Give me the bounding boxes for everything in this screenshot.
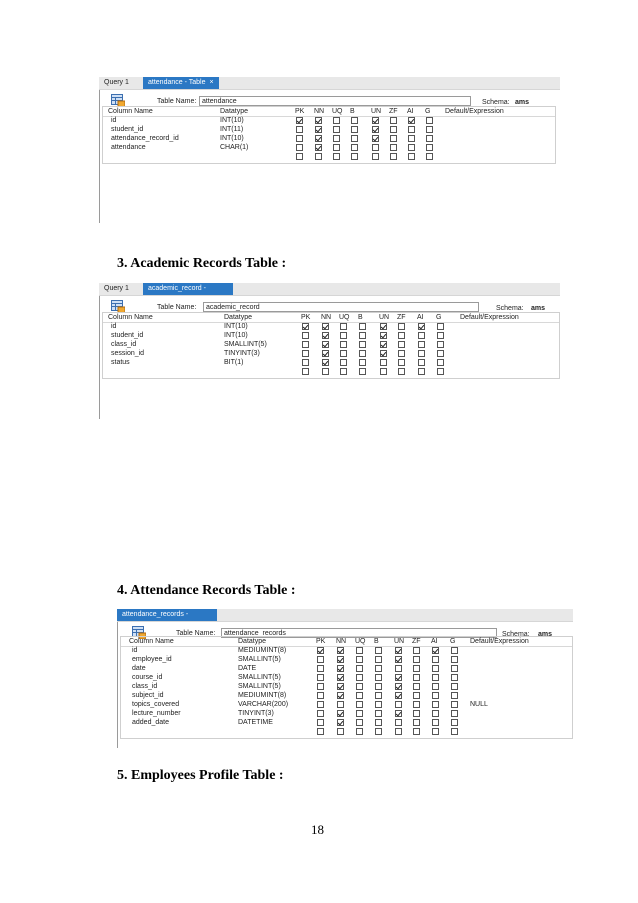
zf-checkbox[interactable] — [390, 135, 397, 142]
zf-checkbox[interactable] — [390, 153, 397, 160]
column-header: NN — [314, 108, 325, 115]
g-checkbox[interactable] — [451, 719, 458, 726]
b-checkbox[interactable] — [359, 359, 366, 366]
table-row — [121, 718, 572, 727]
uq-checkbox[interactable] — [333, 153, 340, 160]
uq-checkbox[interactable] — [340, 332, 347, 339]
pk-checkbox[interactable] — [317, 728, 324, 735]
un-checkbox[interactable] — [395, 674, 402, 681]
nn-checkbox[interactable] — [337, 719, 344, 726]
heading-employees-profile: 5. Employees Profile Table : — [117, 768, 284, 783]
g-checkbox[interactable] — [426, 126, 433, 133]
datatype-cell[interactable]: INT(10) — [224, 323, 248, 330]
uq-checkbox[interactable] — [356, 656, 363, 663]
column-header: ZF — [389, 108, 398, 115]
tab-bar — [99, 283, 560, 296]
column-header: AI — [407, 108, 414, 115]
datatype-cell[interactable]: INT(10) — [220, 135, 244, 142]
table-row — [103, 331, 559, 340]
pk-checkbox[interactable] — [317, 665, 324, 672]
column-header: ZF — [397, 314, 406, 321]
un-checkbox[interactable] — [372, 153, 379, 160]
column-header: PK — [295, 108, 305, 115]
zf-checkbox[interactable] — [413, 710, 420, 717]
pk-checkbox[interactable] — [302, 368, 309, 375]
un-checkbox[interactable] — [380, 323, 387, 330]
column-header: Datatype — [224, 314, 253, 321]
table-row — [103, 125, 555, 134]
ai-checkbox[interactable] — [432, 647, 439, 654]
uq-checkbox[interactable] — [356, 719, 363, 726]
zf-checkbox[interactable] — [413, 647, 420, 654]
table-row — [103, 340, 559, 349]
nn-checkbox[interactable] — [337, 647, 344, 654]
column-name-cell[interactable]: id — [111, 323, 117, 330]
uq-checkbox[interactable] — [340, 359, 347, 366]
uq-checkbox[interactable] — [356, 647, 363, 654]
un-checkbox[interactable] — [395, 701, 402, 708]
un-checkbox[interactable] — [380, 350, 387, 357]
column-header: UQ — [332, 108, 343, 115]
datatype-cell[interactable]: INT(10) — [220, 117, 244, 124]
g-checkbox[interactable] — [451, 728, 458, 735]
g-checkbox[interactable] — [451, 656, 458, 663]
table-row — [121, 727, 572, 736]
column-header: NN — [336, 638, 347, 645]
tab-active-table[interactable] — [117, 609, 217, 621]
datatype-cell[interactable]: CHAR(1) — [220, 144, 249, 151]
column-header: UN — [371, 108, 382, 115]
uq-checkbox[interactable] — [356, 728, 363, 735]
column-name-cell[interactable]: session_id — [111, 350, 145, 357]
g-checkbox[interactable] — [426, 135, 433, 142]
uq-checkbox[interactable] — [340, 350, 347, 357]
page-number: 18 — [311, 822, 324, 837]
ai-checkbox[interactable] — [418, 323, 425, 330]
g-checkbox[interactable] — [451, 665, 458, 672]
ai-checkbox[interactable] — [432, 692, 439, 699]
zf-checkbox[interactable] — [413, 656, 420, 663]
datatype-cell[interactable]: MEDIUMINT(8) — [238, 692, 287, 699]
column-header: UQ — [355, 638, 366, 645]
editor-body — [117, 622, 573, 748]
editor-body — [99, 90, 560, 223]
ai-checkbox[interactable] — [432, 701, 439, 708]
nn-checkbox[interactable] — [315, 126, 322, 133]
pk-checkbox[interactable] — [302, 341, 309, 348]
b-checkbox[interactable] — [375, 701, 382, 708]
g-checkbox[interactable] — [451, 674, 458, 681]
columns-grid — [102, 312, 560, 379]
table-row — [121, 655, 572, 664]
b-checkbox[interactable] — [375, 647, 382, 654]
uq-checkbox[interactable] — [340, 323, 347, 330]
datatype-cell[interactable]: TINYINT(3) — [224, 350, 260, 357]
g-checkbox[interactable] — [437, 368, 444, 375]
column-name-cell[interactable]: student_id — [111, 126, 144, 133]
heading-attendance-records: 4. Attendance Records Table : — [117, 583, 296, 598]
schema-value: ams — [538, 631, 553, 638]
b-checkbox[interactable] — [375, 656, 382, 663]
table-name-input[interactable]: attendance — [199, 96, 471, 106]
nn-checkbox[interactable] — [315, 153, 322, 160]
datatype-cell[interactable]: VARCHAR(200) — [238, 701, 289, 708]
table-row — [103, 143, 555, 152]
column-header: NN — [321, 314, 332, 321]
uq-checkbox[interactable] — [340, 341, 347, 348]
nn-checkbox[interactable] — [337, 710, 344, 717]
nn-checkbox[interactable] — [322, 332, 329, 339]
datatype-cell[interactable]: SMALLINT(5) — [224, 341, 267, 348]
b-checkbox[interactable] — [375, 719, 382, 726]
zf-checkbox[interactable] — [398, 323, 405, 330]
pk-checkbox[interactable] — [317, 719, 324, 726]
g-checkbox[interactable] — [451, 710, 458, 717]
pk-checkbox[interactable] — [317, 674, 324, 681]
zf-checkbox[interactable] — [398, 368, 405, 375]
datatype-cell[interactable]: DATETIME — [238, 719, 273, 726]
g-checkbox[interactable] — [437, 359, 444, 366]
b-checkbox[interactable] — [375, 728, 382, 735]
g-checkbox[interactable] — [437, 350, 444, 357]
table-editor-academic-record — [99, 283, 560, 419]
un-checkbox[interactable] — [395, 719, 402, 726]
zf-checkbox[interactable] — [413, 665, 420, 672]
table-row — [121, 646, 572, 655]
pk-checkbox[interactable] — [317, 692, 324, 699]
g-checkbox[interactable] — [437, 323, 444, 330]
nn-checkbox[interactable] — [337, 674, 344, 681]
table-row — [121, 709, 572, 718]
zf-checkbox[interactable] — [413, 701, 420, 708]
g-checkbox[interactable] — [437, 341, 444, 348]
ai-checkbox[interactable] — [432, 719, 439, 726]
columns-grid — [120, 636, 573, 739]
schema-value: ams — [515, 99, 530, 106]
table-row — [121, 682, 572, 691]
column-name-cell[interactable]: status — [111, 359, 130, 366]
table-row — [121, 673, 572, 682]
tab-active-table[interactable] — [143, 77, 219, 89]
column-name-cell[interactable]: subject_id — [132, 692, 164, 699]
nn-checkbox[interactable] — [322, 323, 329, 330]
pk-checkbox[interactable] — [296, 153, 303, 160]
zf-checkbox[interactable] — [398, 341, 405, 348]
nn-checkbox[interactable] — [337, 728, 344, 735]
tab-label: attendance - Table — [148, 79, 206, 86]
uq-checkbox[interactable] — [333, 135, 340, 142]
column-name-cell[interactable]: id — [111, 117, 117, 124]
table-row — [103, 116, 555, 125]
column-name-cell[interactable]: student_id — [111, 332, 144, 339]
table-row — [103, 152, 555, 161]
heading-academic-records: 3. Academic Records Table : — [117, 256, 287, 271]
pk-checkbox[interactable] — [317, 710, 324, 717]
b-checkbox[interactable] — [359, 323, 366, 330]
datatype-cell[interactable]: BIT(1) — [224, 359, 244, 366]
pk-checkbox[interactable] — [317, 701, 324, 708]
b-checkbox[interactable] — [359, 332, 366, 339]
g-checkbox[interactable] — [451, 647, 458, 654]
b-checkbox[interactable] — [375, 665, 382, 672]
columns-grid — [102, 106, 556, 164]
column-header: UN — [379, 314, 390, 321]
pk-checkbox[interactable] — [296, 135, 303, 142]
left-border — [99, 90, 100, 223]
column-name-cell[interactable]: lecture_number — [132, 710, 181, 717]
b-checkbox[interactable] — [359, 368, 366, 375]
un-checkbox[interactable] — [395, 728, 402, 735]
ai-checkbox[interactable] — [408, 153, 415, 160]
g-checkbox[interactable] — [437, 332, 444, 339]
b-checkbox[interactable] — [359, 341, 366, 348]
nn-checkbox[interactable] — [315, 144, 322, 151]
g-checkbox[interactable] — [426, 117, 433, 124]
table-row — [121, 700, 572, 709]
column-name-cell[interactable]: class_id — [132, 683, 158, 690]
left-border — [117, 622, 118, 748]
b-checkbox[interactable] — [351, 117, 358, 124]
pk-checkbox[interactable] — [302, 359, 309, 366]
nn-checkbox[interactable] — [337, 665, 344, 672]
tab-query[interactable]: Query 1 — [104, 79, 129, 86]
column-header: Default/Expression — [470, 638, 529, 645]
datatype-cell[interactable]: DATE — [238, 665, 257, 672]
column-name-cell[interactable]: added_date — [132, 719, 169, 726]
un-checkbox[interactable] — [372, 126, 379, 133]
b-checkbox[interactable] — [375, 692, 382, 699]
column-header: G — [436, 314, 442, 321]
uq-checkbox[interactable] — [356, 683, 363, 690]
column-header: ZF — [412, 638, 421, 645]
column-header: Datatype — [220, 108, 249, 115]
table-row — [103, 134, 555, 143]
nn-checkbox[interactable] — [322, 368, 329, 375]
un-checkbox[interactable] — [395, 647, 402, 654]
ai-checkbox[interactable] — [418, 341, 425, 348]
column-header: Column Name — [108, 314, 153, 321]
table-row — [121, 691, 572, 700]
column-header: G — [425, 108, 431, 115]
un-checkbox[interactable] — [395, 692, 402, 699]
b-checkbox[interactable] — [375, 710, 382, 717]
nn-checkbox[interactable] — [337, 656, 344, 663]
column-header: PK — [316, 638, 326, 645]
uq-checkbox[interactable] — [356, 665, 363, 672]
un-checkbox[interactable] — [380, 341, 387, 348]
ai-checkbox[interactable] — [432, 683, 439, 690]
table-name-input[interactable]: academic_record — [203, 302, 479, 312]
datatype-cell[interactable]: TINYINT(3) — [238, 710, 274, 717]
un-checkbox[interactable] — [395, 656, 402, 663]
g-checkbox[interactable] — [426, 144, 433, 151]
un-checkbox[interactable] — [372, 144, 379, 151]
column-header: UQ — [339, 314, 350, 321]
table-row — [103, 358, 559, 367]
ai-checkbox[interactable] — [408, 126, 415, 133]
column-header: B — [358, 314, 363, 321]
ai-checkbox[interactable] — [418, 350, 425, 357]
ai-checkbox[interactable] — [418, 359, 425, 366]
column-header: AI — [417, 314, 424, 321]
column-header: Column Name — [129, 638, 174, 645]
table-editor-attendance — [99, 77, 560, 223]
g-checkbox[interactable] — [426, 153, 433, 160]
table-name-input[interactable]: attendance_records — [221, 628, 497, 638]
nn-checkbox[interactable] — [322, 359, 329, 366]
table-row — [103, 349, 559, 358]
pk-checkbox[interactable] — [296, 117, 303, 124]
editor-body — [99, 296, 560, 419]
ai-checkbox[interactable] — [432, 665, 439, 672]
b-checkbox[interactable] — [351, 126, 358, 133]
b-checkbox[interactable] — [375, 683, 382, 690]
column-name-cell[interactable]: course_id — [132, 674, 163, 681]
uq-checkbox[interactable] — [333, 117, 340, 124]
un-checkbox[interactable] — [395, 665, 402, 672]
uq-checkbox[interactable] — [333, 144, 340, 151]
nn-checkbox[interactable] — [337, 701, 344, 708]
uq-checkbox[interactable] — [356, 692, 363, 699]
column-name-cell[interactable]: id — [132, 647, 138, 654]
g-checkbox[interactable] — [451, 692, 458, 699]
tab-active-table[interactable] — [143, 283, 233, 295]
schema-value: ams — [531, 305, 546, 312]
nn-checkbox[interactable] — [337, 683, 344, 690]
table-row — [121, 664, 572, 673]
ai-checkbox[interactable] — [432, 674, 439, 681]
nn-checkbox[interactable] — [315, 135, 322, 142]
schema-label: Schema: — [496, 305, 524, 312]
default-expression-cell[interactable]: NULL — [470, 701, 488, 708]
zf-checkbox[interactable] — [413, 728, 420, 735]
uq-checkbox[interactable] — [356, 710, 363, 717]
table-editor-attendance-records — [117, 609, 573, 748]
schema-label: Schema: — [482, 99, 510, 106]
column-name-cell[interactable]: attendance_record_id — [111, 135, 179, 142]
un-checkbox[interactable] — [380, 332, 387, 339]
table-row — [103, 367, 559, 376]
un-checkbox[interactable] — [380, 359, 387, 366]
tab-label: attendance_records - — [122, 611, 189, 618]
zf-checkbox[interactable] — [398, 359, 405, 366]
nn-checkbox[interactable] — [322, 341, 329, 348]
zf-checkbox[interactable] — [413, 674, 420, 681]
datatype-cell[interactable]: MEDIUMINT(8) — [238, 647, 287, 654]
column-name-cell[interactable]: class_id — [111, 341, 137, 348]
uq-checkbox[interactable] — [356, 701, 363, 708]
zf-checkbox[interactable] — [390, 126, 397, 133]
g-checkbox[interactable] — [451, 683, 458, 690]
table-name-label: Table Name: — [176, 630, 216, 637]
tab-query[interactable]: Query 1 — [104, 285, 129, 292]
table-name-label: Table Name: — [157, 98, 197, 105]
zf-checkbox[interactable] — [390, 117, 397, 124]
left-border — [99, 296, 100, 419]
uq-checkbox[interactable] — [340, 368, 347, 375]
ai-checkbox[interactable] — [418, 332, 425, 339]
un-checkbox[interactable] — [372, 117, 379, 124]
nn-checkbox[interactable] — [315, 117, 322, 124]
pk-checkbox[interactable] — [302, 332, 309, 339]
datatype-cell[interactable]: INT(11) — [220, 126, 244, 133]
b-checkbox[interactable] — [375, 674, 382, 681]
un-checkbox[interactable] — [380, 368, 387, 375]
pk-checkbox[interactable] — [296, 144, 303, 151]
zf-checkbox[interactable] — [390, 144, 397, 151]
column-name-cell[interactable]: topics_covered — [132, 701, 180, 708]
column-header: PK — [301, 314, 311, 321]
un-checkbox[interactable] — [372, 135, 379, 142]
column-header: Column Name — [108, 108, 153, 115]
table-row — [103, 322, 559, 331]
pk-checkbox[interactable] — [302, 323, 309, 330]
tab-label: academic_record - — [148, 285, 206, 292]
zf-checkbox[interactable] — [398, 350, 405, 357]
tab-bar — [117, 609, 573, 622]
ai-checkbox[interactable] — [408, 117, 415, 124]
column-name-cell[interactable]: date — [132, 665, 146, 672]
column-header: AI — [431, 638, 438, 645]
b-checkbox[interactable] — [359, 350, 366, 357]
pk-checkbox[interactable] — [302, 350, 309, 357]
close-icon[interactable]: × — [209, 79, 214, 86]
un-checkbox[interactable] — [395, 683, 402, 690]
table-name-label: Table Name: — [157, 304, 197, 311]
column-name-cell[interactable]: attendance — [111, 144, 146, 151]
nn-checkbox[interactable] — [337, 692, 344, 699]
uq-checkbox[interactable] — [333, 126, 340, 133]
pk-checkbox[interactable] — [317, 656, 324, 663]
pk-checkbox[interactable] — [317, 683, 324, 690]
column-header: Default/Expression — [445, 108, 504, 115]
column-header: B — [350, 108, 355, 115]
tab-bar — [99, 77, 560, 90]
ai-checkbox[interactable] — [408, 144, 415, 151]
column-header: UN — [394, 638, 405, 645]
datatype-cell[interactable]: INT(10) — [224, 332, 248, 339]
ai-checkbox[interactable] — [432, 656, 439, 663]
g-checkbox[interactable] — [451, 701, 458, 708]
b-checkbox[interactable] — [351, 153, 358, 160]
nn-checkbox[interactable] — [322, 350, 329, 357]
zf-checkbox[interactable] — [398, 332, 405, 339]
un-checkbox[interactable] — [395, 710, 402, 717]
datatype-cell[interactable]: SMALLINT(5) — [238, 656, 281, 663]
pk-checkbox[interactable] — [317, 647, 324, 654]
column-header: Default/Expression — [460, 314, 519, 321]
column-header: Datatype — [238, 638, 267, 645]
b-checkbox[interactable] — [351, 144, 358, 151]
ai-checkbox[interactable] — [432, 710, 439, 717]
column-header: B — [374, 638, 379, 645]
zf-checkbox[interactable] — [413, 719, 420, 726]
pk-checkbox[interactable] — [296, 126, 303, 133]
zf-checkbox[interactable] — [413, 692, 420, 699]
datatype-cell[interactable]: SMALLINT(5) — [238, 674, 281, 681]
column-header: G — [450, 638, 456, 645]
ai-checkbox[interactable] — [408, 135, 415, 142]
ai-checkbox[interactable] — [418, 368, 425, 375]
zf-checkbox[interactable] — [413, 683, 420, 690]
schema-label: Schema: — [502, 631, 530, 638]
b-checkbox[interactable] — [351, 135, 358, 142]
ai-checkbox[interactable] — [432, 728, 439, 735]
datatype-cell[interactable]: SMALLINT(5) — [238, 683, 281, 690]
column-name-cell[interactable]: employee_id — [132, 656, 172, 663]
uq-checkbox[interactable] — [356, 674, 363, 681]
